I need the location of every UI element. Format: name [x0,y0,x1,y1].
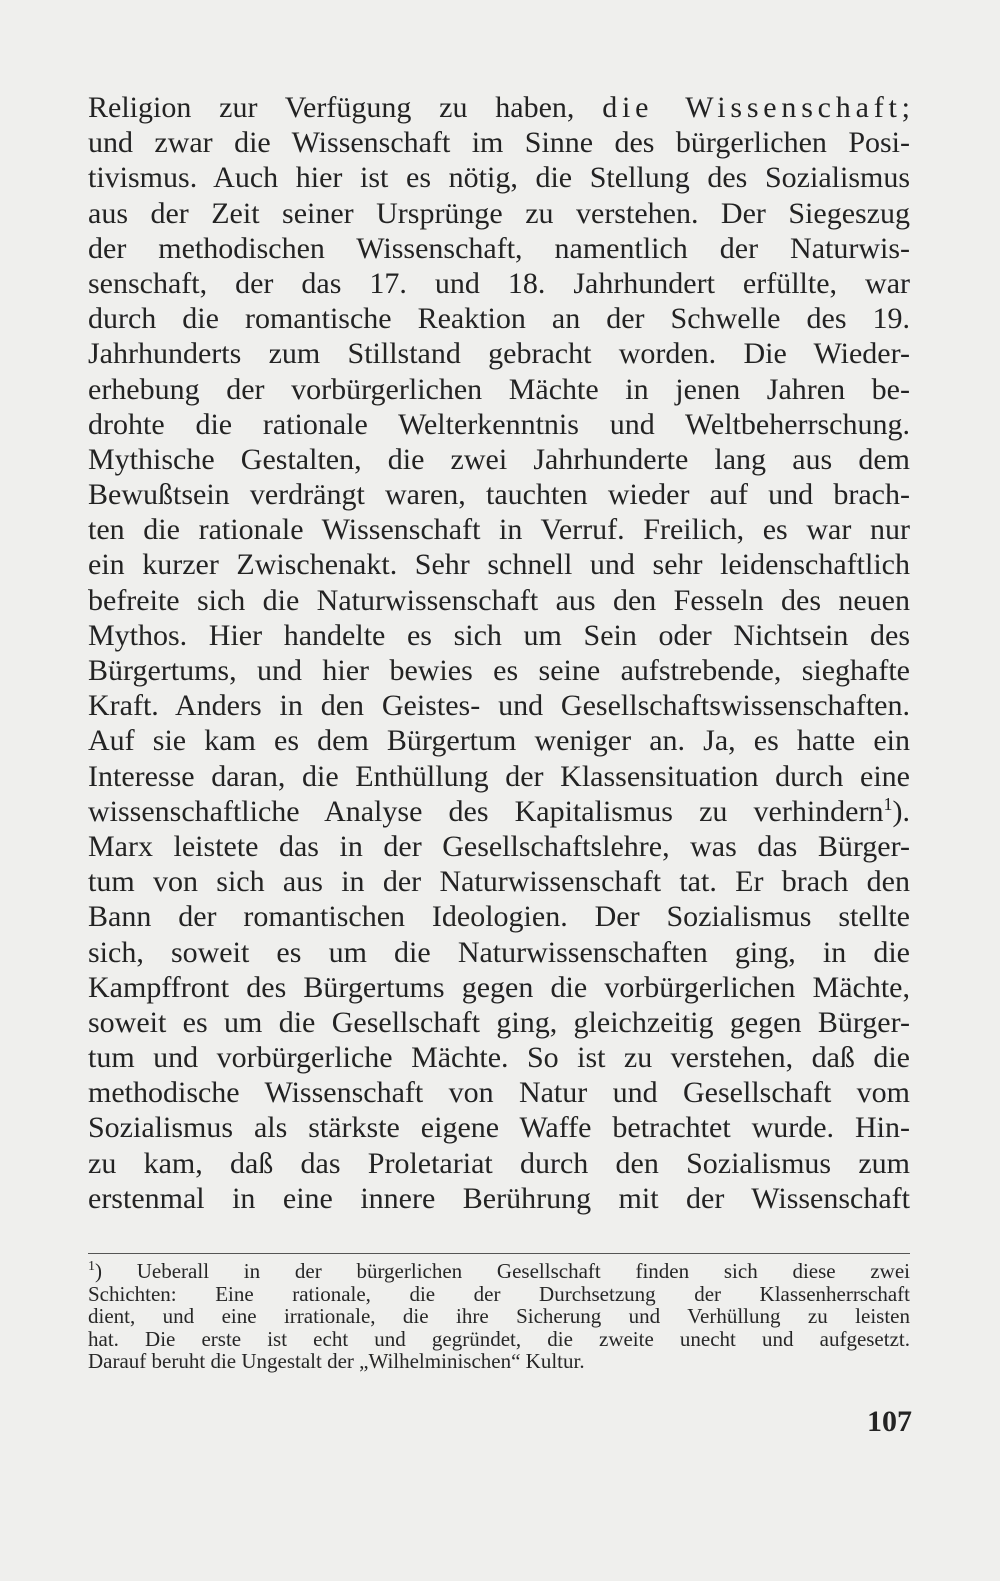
text-line: der methodischen Wissenschaft, namentlich der Naturwis- [88,231,910,265]
text-line: Bürgertums, und hier bewies es seine aufstrebende, sieghafte [88,654,910,687]
text-line: erstenmal in eine innere Berührung mit der Wissenschaft [88,1181,910,1215]
text-segment: ; [901,91,910,124]
text-line: zu kam, daß das Proletariat durch den Sozialismus zum [88,1146,910,1180]
text-segment: Ueberall in der bürgerlichen Gesellschaft finden sich diese zwei [102,1259,910,1283]
footnote-line: dient, und eine irrationale, die ihre Sicherung und Verhüllung zu leisten [88,1304,910,1328]
footnote [88,1260,910,1373]
footnote-line [88,1260,910,1283]
text-line: Jahrhunderts zum Stillstand gebracht worden. Die Wieder- [88,337,910,371]
text-line: drohte die rationale Welterkenntnis und Weltbeherrschung. [88,407,910,441]
text-line: sich, soweit es um die Naturwissenschaften ging, in die [88,935,910,969]
text-line: senschaft, der das 17. und 18. Jahrhundert erfüllte, war [88,266,910,300]
text-line: Mythos. Hier handelte es sich um Sein oder Nichtsein des [88,618,910,652]
text-line: aus der Zeit seiner Ursprünge zu verstehen. Der Siegeszug [88,196,910,230]
text-line: befreite sich die Naturwissenschaft aus den Fesseln des neuen [88,583,910,617]
footnote-line: hat. Die erste ist echt und gegründet, die zweite unecht und aufgesetzt. [88,1326,910,1351]
body-text [88,90,910,1216]
text-line: methodische Wissenschaft von Natur und Gesellschaft vom [88,1076,910,1110]
footnote-reference: 1 [883,793,893,814]
text-segment: ). [892,794,910,828]
text-line: Auf sie kam es dem Bürgertum weniger an. Ja, es hatte ein [88,724,910,758]
footnote-line: Darauf beruht die Ungestalt der „Wilhelminischen“ Kultur. [88,1349,585,1373]
text-line: tum und vorbürgerliche Mächte. So ist zu verstehen, daß die [88,1041,910,1075]
text-line: tum von sich aus in der Naturwissenschaft tat. Er brach den [88,865,910,899]
spaced-emphasis: die Wissenschaft [602,91,902,124]
text-line: ten die rationale Wissenschaft in Verruf. Freilich, es war nur [88,513,910,547]
text-line: Bewußtsein verdrängt waren, tauchten wieder auf und brach- [88,478,910,512]
page-number: 107 [867,1405,912,1438]
footnote-separator [88,1253,910,1254]
text-line: tivismus. Auch hier ist es nötig, die Stellung des Sozialismus [88,161,910,195]
text-line [88,794,910,829]
text-line: soweit es um die Gesellschaft ging, gleichzeitig gegen Bürger- [88,1005,910,1039]
text-line: Marx leistete das in der Gesellschaftslehre, was das Bürger- [88,829,910,863]
text-segment: Religion zur Verfügung zu haben, [88,91,603,124]
text-line [88,90,910,125]
text-segment: wissenschaftliche Analyse des Kapitalismus zu verhindern [88,794,884,828]
text-line: Kampffront des Bürgertums gegen die vorbürgerlichen Mächte, [88,970,910,1004]
footnote-marker-paren: ) [95,1259,102,1283]
text-line: Mythische Gestalten, die zwei Jahrhunderte lang aus dem [88,442,910,476]
text-line: durch die romantische Reaktion an der Schwelle des 19. [88,302,910,336]
text-line: Bann der romantischen Ideologien. Der Sozialismus stellte [88,900,910,934]
footnote-marker: 1 [88,1259,95,1274]
text-line: und zwar die Wissenschaft im Sinne des bürgerlichen Posi- [88,126,910,160]
text-line: erhebung der vorbürgerlichen Mächte in jenen Jahren be- [88,372,910,406]
footnote-line: Schichten: Eine rationale, die der Durchsetzung der Klassenherrschaft [88,1281,910,1306]
text-line: Kraft. Anders in den Geistes- und Gesellschaftswissenschaften. [88,689,910,723]
text-line: ein kurzer Zwischenakt. Sehr schnell und sehr leidenschaftlich [88,548,910,582]
text-line: Sozialismus als stärkste eigene Waffe betrachtet wurde. Hin- [88,1111,910,1145]
text-line: Interesse daran, die Enthüllung der Klassensituation durch eine [88,759,910,793]
